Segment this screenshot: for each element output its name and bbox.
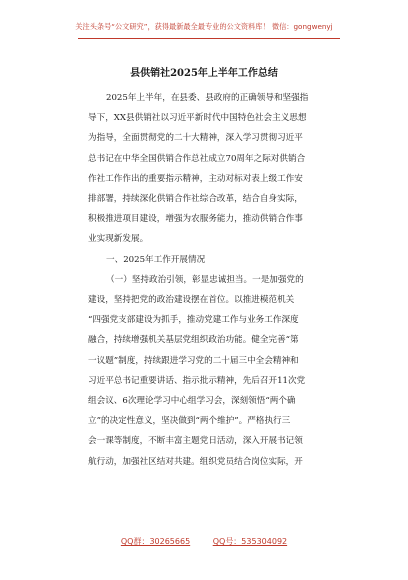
- section-heading: 一、2025年工作开展情况: [106, 254, 206, 265]
- paragraph-line: 组会议、6次理论学习中心组学习会，深刻领悟“两个确: [88, 396, 296, 407]
- paragraph-line: 一议题”制度，持续跟进学习党的二十届三中全会精神和: [88, 355, 299, 366]
- paragraph-line: 导下，XX县供销社以习近平新时代中国特色社会主义思想: [88, 113, 307, 124]
- paragraph-line: 排部署，持续深化供销合作社综合改革，结合自身实际，: [88, 194, 303, 205]
- paragraph-line: 立”的决定性意义，坚决做到“两个维护”。严格执行三: [88, 416, 291, 427]
- paragraph-line: （一）坚持政治引领，彰显忠诚担当。一是加强党的: [106, 274, 304, 285]
- paragraph-line: 融合，持续增强机关基层党组织政治功能。健全完善“第: [88, 335, 299, 346]
- paragraph-line: “四强党支部建设为抓手，推动党建工作与业务工作深度: [88, 315, 299, 326]
- paragraph-line: 业实现新发展。: [88, 234, 149, 245]
- document-body: [88, 88, 350, 472]
- footer-contacts: [0, 536, 408, 547]
- paragraph-line: 总书记在中华全国供销合作总社成立70周年之际对供销合: [88, 153, 306, 164]
- paragraph-line: 作社工作作出的重要指示精神，主动对标对表上级工作安: [88, 173, 303, 184]
- footer-qq-group[interactable]: QQ群：30265665: [120, 537, 191, 546]
- header-notice: 关注头条号“公文研究”，获得最新最全最专业的公文资料库！ 微信：gongwenyj: [75, 22, 333, 31]
- header-divider: [78, 38, 340, 39]
- footer-qq-number[interactable]: QQ号：535304092: [212, 537, 288, 546]
- paragraph-line: 会一课等制度，不断丰富主题党日活动，深入开展书记领: [88, 436, 303, 447]
- document-title: 县供销社2025年上半年工作总结: [130, 68, 278, 79]
- paragraph-line: 为指导，全面贯彻党的二十大精神，深入学习贯彻习近平: [88, 133, 303, 144]
- paragraph-line: 2025年上半年，在县委、县政府的正确领导和坚强指: [106, 93, 309, 103]
- paragraph-line: 航行动，加强社区结对共建。组织党员结合岗位实际，开: [88, 456, 303, 467]
- paragraph-line: 建设，坚持把党的政治建设摆在首位。以推进模范机关: [88, 295, 295, 306]
- paragraph-line: 习近平总书记重要讲话、指示批示精神，先后召开11次党: [88, 375, 306, 386]
- paragraph-line: 积极推进项目建设，增强为农服务能力，推动供销合作事: [88, 214, 303, 225]
